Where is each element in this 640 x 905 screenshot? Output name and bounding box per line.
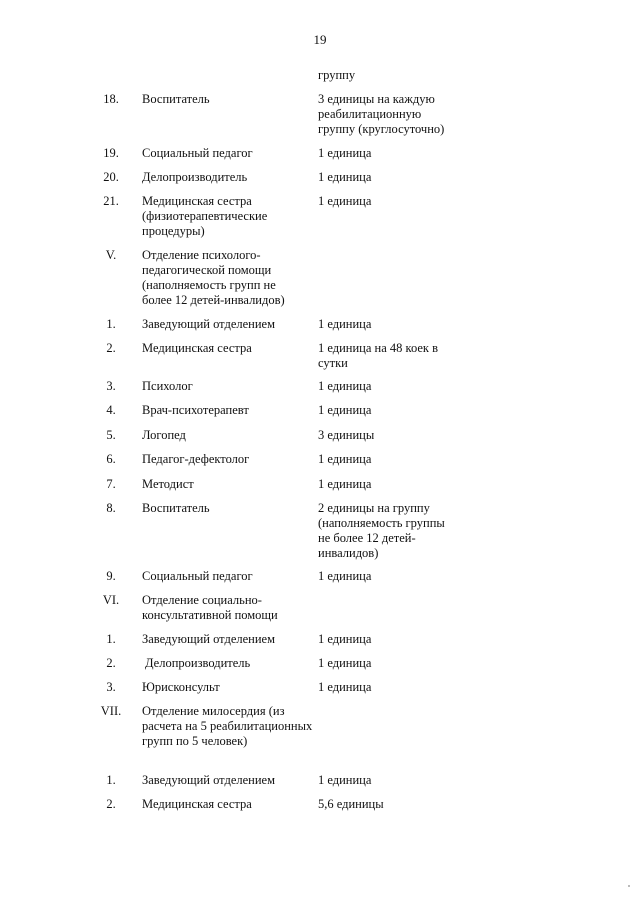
- staff-quantity: 1 единица: [318, 632, 372, 646]
- section-number: VII.: [100, 704, 122, 718]
- staff-quantity: 1 единица: [318, 656, 372, 670]
- row-number: 1.: [106, 632, 116, 646]
- position-name: Заведующий отделением: [142, 317, 276, 331]
- position-name: Педагог-дефектолог: [142, 452, 250, 466]
- row-number: 2.: [106, 656, 116, 670]
- position-name: Методист: [142, 477, 194, 491]
- staff-quantity: 1 единица: [318, 379, 372, 393]
- staff-quantity: 1 единица: [318, 452, 372, 466]
- staff-quantity: 1 единица: [318, 477, 372, 491]
- position-name: Делопроизводитель: [145, 656, 251, 670]
- section-title: Отделение милосердия (из расчета на 5 реабилитационных групп по 5 человек): [142, 704, 313, 748]
- section-number: VI.: [102, 593, 120, 607]
- row-number: 1.: [106, 317, 116, 331]
- staff-quantity: 1 единица: [318, 194, 372, 208]
- staff-quantity: 1 единица: [318, 146, 372, 160]
- position-name: Медицинская сестра: [142, 797, 252, 811]
- staff-quantity: 3 единицы на каждую реабилитационную группу (круглосуточно): [318, 92, 445, 136]
- staff-quantity: 3 единицы: [318, 428, 375, 442]
- position-name: Логопед: [142, 428, 186, 442]
- staff-quantity: 1 единица: [318, 569, 372, 583]
- row-number: 4.: [106, 403, 116, 417]
- position-name: Социальный педагог: [142, 146, 253, 160]
- staff-quantity: 2 единицы на группу (наполняемость группы не более 12 детей-инвалидов): [318, 501, 445, 560]
- staff-quantity: 1 единица: [318, 403, 372, 417]
- position-name: Делопроизводитель: [142, 170, 248, 184]
- staff-quantity: 1 единица: [318, 773, 372, 787]
- position-name: Медицинская сестра (физиотерапевтические процедуры): [142, 194, 268, 238]
- section-title: Отделение психолого-педагогической помощи (наполняемость групп не более 12 детей-инвалидов): [142, 248, 285, 307]
- staff-quantity: 1 единица: [318, 680, 372, 694]
- row-number: 8.: [106, 501, 116, 515]
- row-number: 7.: [106, 477, 116, 491]
- staff-quantity: 1 единица: [318, 317, 372, 331]
- position-name: Воспитатель: [142, 501, 210, 515]
- position-name: Воспитатель: [142, 92, 210, 106]
- position-name: Врач-психотерапевт: [142, 403, 249, 417]
- position-name: Социальный педагог: [142, 569, 253, 583]
- row-number: 3.: [106, 680, 116, 694]
- row-number: 5.: [106, 428, 116, 442]
- staff-quantity: 1 единица: [318, 170, 372, 184]
- section-title: Отделение социально-консультативной помощи: [142, 593, 278, 622]
- position-name: Медицинская сестра: [142, 341, 252, 355]
- staff-quantity: 1 единица на 48 коек в сутки: [318, 341, 439, 370]
- position-name: Заведующий отделением: [142, 773, 276, 787]
- row-number: 9.: [106, 569, 116, 583]
- scan-speck: [628, 885, 630, 887]
- position-name: Юрисконсульт: [142, 680, 220, 694]
- row-number: 1.: [106, 773, 116, 787]
- row-number: 2.: [106, 797, 116, 811]
- row-number: 20.: [103, 170, 119, 184]
- staff-quantity: 5,6 единицы: [318, 797, 384, 811]
- page-number: 19: [313, 32, 327, 47]
- position-name: Психолог: [142, 379, 193, 393]
- row-number: 2.: [106, 341, 116, 355]
- row-number: 3.: [106, 379, 116, 393]
- row-number: 18.: [103, 92, 119, 106]
- section-number: V.: [105, 248, 117, 262]
- row-number: 6.: [106, 452, 116, 466]
- row-number: 19.: [103, 146, 119, 160]
- continuation-text: группу: [318, 68, 356, 82]
- position-name: Заведующий отделением: [142, 632, 276, 646]
- row-number: 21.: [103, 194, 119, 208]
